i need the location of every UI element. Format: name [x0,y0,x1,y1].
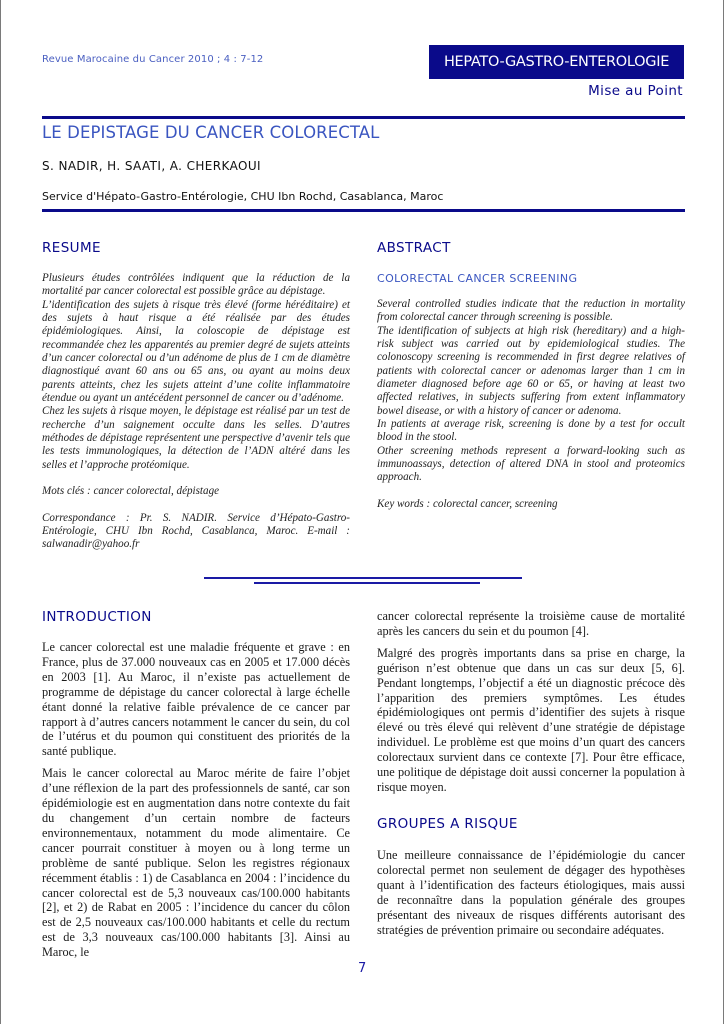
journal-reference: Revue Marocaine du Cancer 2010 ; 4 : 7-12 [42,54,264,65]
resume-keywords: Mots clés : cancer colorectal, dépistage [42,485,220,498]
introduction-paragraph: Le cancer colorectal est une maladie fréquente et grave : en France, plus de 37.000 nouveaux cas en 2005 et 17.000 décès en 2003 [1]. Au Maroc, il n’existe pas actuellement de programme de dépistage du cancer colorectal à large échelle étant donné la relative faible prévalence de ce cancer par rapport à d’autres cancers notamment le cancer du sein, du col de l’utérus et du poumon qui constituent des priorités de la santé publique. [42,640,350,759]
article-type: Mise au Point [588,83,683,99]
resume-paragraph: L’identification des sujets à risque très élevé (forme héréditaire) et des sujets à haut risque a été réalisée par des études épidémiologiques. Ainsi, la coloscopie de dépistage est recommandée chez les apparentés au premier degré de sujets atteints d’un cancer colorectal ou d’un adénome de plus de 1 cm de diamètre diagnostiqué avant 60 ans ou 65 ans, ou ayant au moins deux parents atteints, chez les sujets atteint d’une colite inflammatoire étendue ou ayant un antécédent personnel de cancer ou d’adénome. [42,298,350,405]
abstract-heading: ABSTRACT [377,240,451,256]
title-divider [42,209,685,212]
abstract-paragraph: Several controlled studies indicate that the reduction in mortality from colorectal cancer through screening is possible. [377,298,685,324]
resume-paragraph: Chez les sujets à risque moyen, le dépistage est réalisé par un test de recherche d’un saignement occulte dans les selles. D’autres méthodes de dépistage représentent une perspective d’avenir tels que les tests immunologiques, la détection de l’ADN altéré dans les selles et l’approche protéomique. [42,405,350,471]
introduction-heading: INTRODUCTION [42,609,152,625]
abstract-paragraph: In patients at average risk, screening is done by a test for occult blood in the stool. [377,418,685,444]
authors: S. NADIR, H. SAATI, A. CHERKAOUI [42,159,261,173]
resume-body [42,272,350,552]
abstract-keywords: Key words : colorectal cancer, screening [377,497,558,510]
introduction-body-continued [377,609,685,802]
resume-heading: RESUME [42,240,101,256]
abstract-body [377,298,685,511]
header-divider [42,116,685,119]
groupes-a-risque-paragraph: Une meilleure connaissance de l’épidémiologie du cancer colorectal permet non seulement de dégager des hypothèses quant à l’identification des facteurs étiologiques, mais aussi de reconnaître dans la population générale des groupes présentant des niveaux de risques différents autorisant des stratégies de prévention primaire ou secondaire adéquates. [377,848,685,937]
introduction-paragraph: Mais le cancer colorectal au Maroc mérite de faire l’objet d’une réflexion de la part des professionnels de santé, car son épidémiologie est en augmentation dans notre contexte du fait du changement d’un certain nombre de facteurs environnementaux, notamment du mode alimentaire. Ce cancer pourrait constituer à moyen ou à long terme un problème de santé publique. Selon les registres régionaux récemment établis : 1) de Casablanca en 2004 : l’incidence du cancer colorectal est de 5,3 nouveaux cas/100.000 habitants [2], et 2) de Rabat en 2005 : l’incidence du cancer du côlon est de 2,5 nouveaux cas/100.000 habitants et celle du rectum est de 3,3 nouveaux cas/100.000 habitants [3]. Ainsi au Maroc, le [42,766,350,960]
groupes-a-risque-heading: GROUPES A RISQUE [377,816,518,832]
resume-paragraph: Plusieurs études contrôlées indiquent que la réduction de la mortalité par cancer colorectal est possible grâce au dépistage. [42,272,350,298]
introduction-body [42,640,350,967]
groupes-a-risque-body [377,848,685,944]
section-badge: HEPATO-GASTRO-ENTEROLOGIE [429,45,684,79]
section-separator [254,582,480,584]
introduction-paragraph: cancer colorectal représente la troisième cause de mortalité après les cancers du sein et du poumon [4]. [377,609,685,638]
abstract-paragraph: Other screening methods represent a forward-looking such as immunoassays, detection of altered DNA in stool and proteomics approach. [377,444,685,484]
resume-correspondence: Correspondance : Pr. S. NADIR. Service d’Hépato-Gastro-Entérologie, CHU Ibn Rochd, Casablanca, Maroc. E-mail : salwanadir@yahoo.fr [42,511,350,551]
abstract-paragraph: The identification of subjects at high risk (hereditary) and a high-risk subject was carried out by epidemiological studies. The colonoscopy screening is recommended in first degree relatives of patients with colorectal cancer or adenomas larger than 1 cm in diameter diagnosed before age 60 or 65, or having at least two affected relatives, in subjects suffering from extent inflammatory bowel disease, or with a history of cancer or adenoma. [377,324,685,417]
introduction-paragraph: Malgré des progrès importants dans sa prise en charge, la guérison n’est obtenue que dans un cas sur deux [5, 6]. Pendant longtemps, l’objectif a été un diagnostic précoce dès l’apparition des premiers symptômes. Les études épidémiologiques ont permis d’identifier des sujets à risque élevé ou très élevé qui relèvent d’une stratégie de dépistage individuel. Le problème est que moins d’un quart des cancers colorectaux survient dans ce contexte [7]. Pour être efficace, une politique de dépistage doit aussi concerner la population à risque moyen. [377,645,685,794]
section-separator [204,577,522,579]
abstract-subtitle: COLORECTAL CANCER SCREENING [377,272,578,285]
article-title: LE DEPISTAGE DU CANCER COLORECTAL [42,123,380,142]
page-number: 7 [358,961,367,976]
affiliation: Service d'Hépato-Gastro-Entérologie, CHU Ibn Rochd, Casablanca, Maroc [42,190,444,203]
